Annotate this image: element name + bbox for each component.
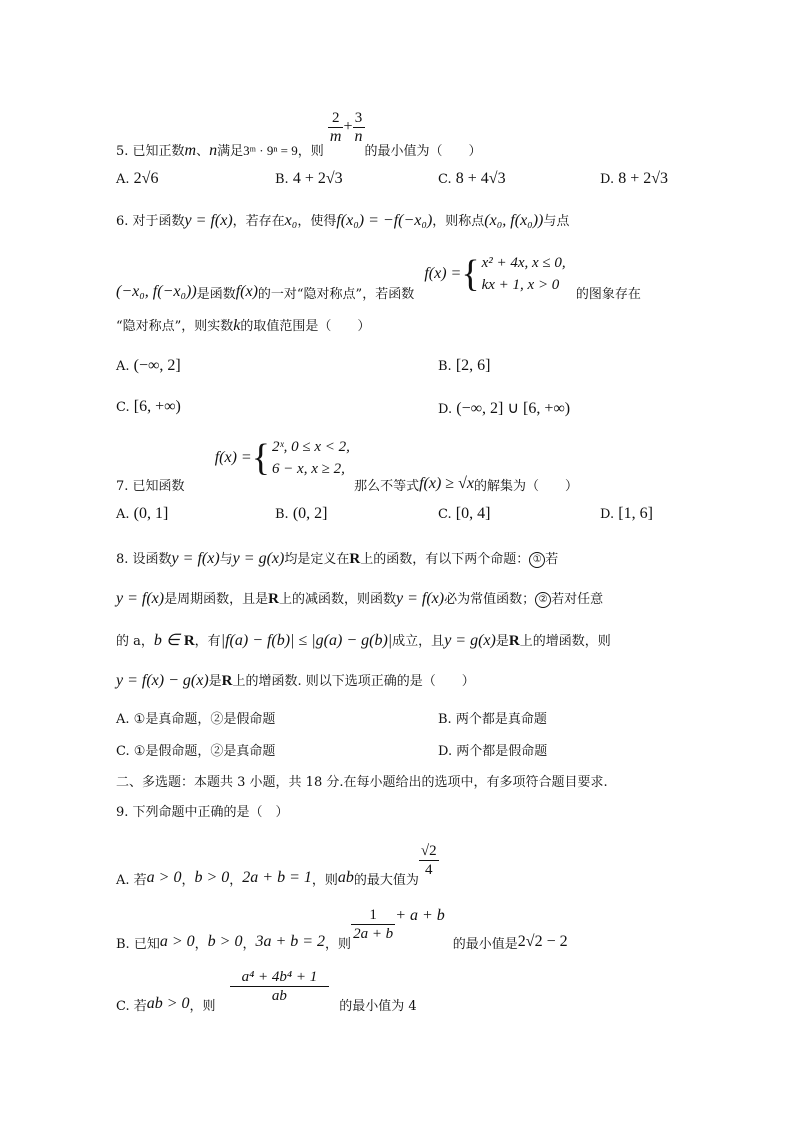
q7-option-b[interactable]: B. (0, 2] <box>275 505 328 522</box>
q5-option-c[interactable]: C. 8 + 4√3 <box>438 170 506 187</box>
question-8-line-4: y = f(x) − g(x)是R上的增函数. 则以下选项正确的是（ ） <box>116 672 475 689</box>
q5-plus: + <box>343 118 353 135</box>
q6-option-b[interactable]: B. [2, 6] <box>438 357 491 374</box>
question-5 <box>116 103 482 159</box>
q8-option-c[interactable]: C. ①是假命题，②是真命题 <box>116 744 276 759</box>
q7-option-c[interactable]: C. [0, 4] <box>438 505 491 522</box>
q5-then: ，则 <box>297 144 324 159</box>
q5-tail: 的最小值为（ ） <box>364 144 482 159</box>
question-9-stem: 9. 下列命题中正确的是（ ） <box>116 805 289 820</box>
q5-cond-label: 满足 <box>217 144 244 159</box>
q8-option-a[interactable]: A. ①是真命题，②是假命题 <box>116 712 276 727</box>
q5-sep: 、 <box>196 144 210 159</box>
q5-var-m: m <box>184 142 197 159</box>
q9-option-c[interactable]: C. 若ab > 0，则 $\frac{\text{a⁴ + 4b⁴ + 1}}{ab}$ 的最小值为 4 <box>116 969 417 1014</box>
q5-option-a[interactable]: A. 2√6 <box>116 170 159 187</box>
q5-condition: 3ᵐ · 9ⁿ = 9 <box>243 143 298 158</box>
q5-var-n: n <box>209 142 218 159</box>
q7-option-a[interactable]: A. (0, 1] <box>116 505 169 522</box>
circled-one: ① <box>529 552 545 568</box>
q9-option-a[interactable]: A. 若a > 0，b > 0，2a + b = 1，则ab的最大值为 $\frac{√2}{4}$ <box>116 843 437 888</box>
q9b-fraction: $\frac{1}{2a + b}$ <box>353 907 394 942</box>
q9c-fraction: $\frac{\text{a⁴ + 4b⁴ + 1}}{ab}$ <box>230 968 330 1005</box>
circled-two: ② <box>535 592 551 608</box>
question-6-line-3: “隐对称点”，则实数k的取值范围是（ ） <box>116 317 371 334</box>
question-8-line-3: 的 a，b ∈ R，有|f(a) − f(b)| ≤ |g(a) − g(b)|成立，且y = g(x)是R上的增函数，则 <box>116 632 611 649</box>
question-6-line-2: (−x₀, f(−x₀))是函数f(x)的一对“隐对称点”，若函数 f(x) = { x² + 4x, x ≤ 0, kx + 1, x > 0 的图象存在 <box>116 253 641 302</box>
q7-piecewise: f(x) = { 2ˣ, 0 ≤ x < 2, 6 − x, x ≥ 2, <box>214 437 350 479</box>
q5-option-b[interactable]: B. 4 + 2√3 <box>275 170 343 187</box>
q6-option-a[interactable]: A. (−∞, 2] <box>116 357 181 374</box>
q6-piecewise: f(x) = { x² + 4x, x ≤ 0, kx + 1, x > 0 <box>424 253 566 295</box>
q9a-fraction: $\frac{√2}{4}$ <box>420 843 437 878</box>
q8-option-d[interactable]: D. 两个都是假命题 <box>438 744 548 759</box>
q6-option-c[interactable]: C. [6, +∞) <box>116 398 181 415</box>
q9-option-b[interactable]: B. 已知a > 0，b > 0，3a + b = 2，则 $\frac{1}{2a + b}$ + a + b的最小值是2√2 − 2 <box>116 907 568 952</box>
q8-option-b[interactable]: B. 两个都是真命题 <box>438 712 547 727</box>
q5-fraction-1: $\frac{2}{m}$ <box>329 110 342 145</box>
q6-option-d[interactable]: D. (−∞, 2] ∪ [6, +∞) <box>438 400 571 417</box>
question-6-line-1: 6. 对于函数y = f(x)，若存在x₀，使得f(x₀) = −f(−x₀)，则称点(x₀, f(x₀))与点 <box>116 212 570 229</box>
q5-lead: 5. 已知正数 <box>116 144 185 159</box>
q7-option-d[interactable]: D. [1, 6] <box>600 505 653 522</box>
q5-option-d[interactable]: D. 8 + 2√3 <box>600 170 669 187</box>
question-8-line-2: y = f(x)是周期函数，且是R上的减函数，则函数y = f(x)必为常值函数； ② 若对任意 <box>116 590 604 607</box>
question-8-line-1: 8. 设函数y = f(x)与y = g(x)均是定义在R上的函数，有以下两个命题： ① 若 <box>116 550 559 567</box>
question-7: 7. 已知函数 f(x) = { 2ˣ, 0 ≤ x < 2, 6 − x, x ≥ 2, 那么不等式f(x) ≥ √x的解集为（ ） <box>116 437 578 494</box>
section-heading-multiple-choice: 二、多选题：本题共 3 小题，共 18 分.在每小题给出的选项中，有多项符合题目要求. <box>116 775 608 790</box>
q5-fraction-2: $\frac{3}{n}$ <box>354 110 363 145</box>
